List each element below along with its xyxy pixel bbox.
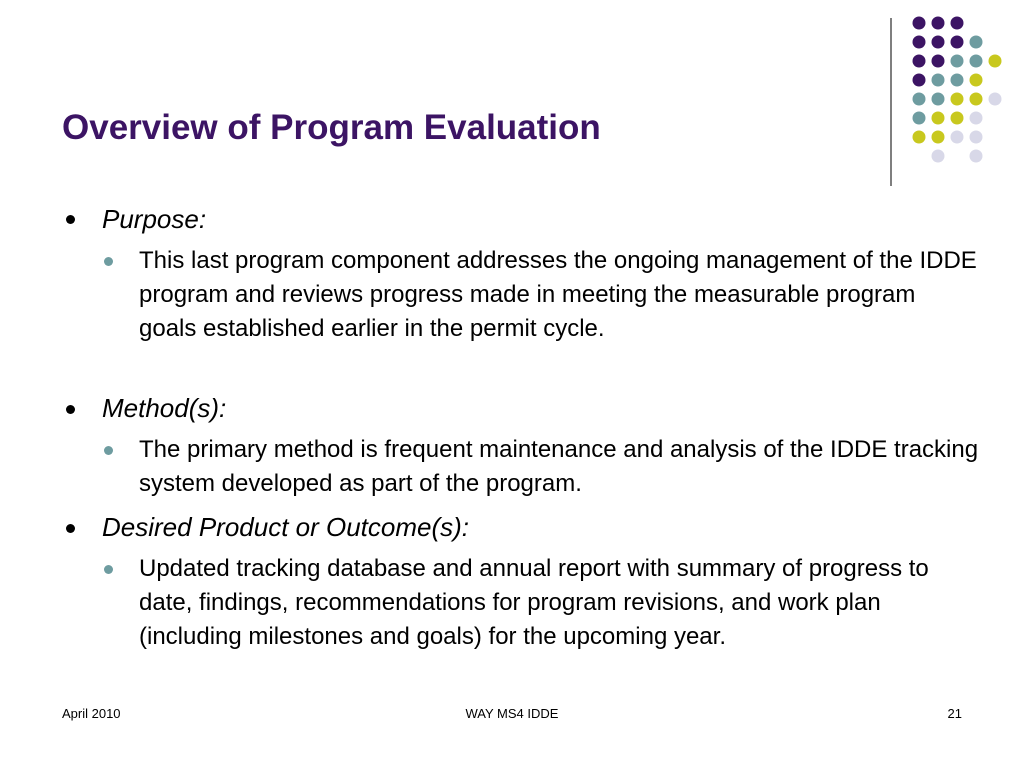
section-heading-outcomes: Desired Product or Outcome(s): <box>102 512 470 542</box>
sub-bullet-dot-3 <box>104 565 113 574</box>
sub-bullet-dot-2 <box>104 446 113 455</box>
bullet-dot-purpose <box>66 215 75 224</box>
sub-bullet-dot-1 <box>104 257 113 266</box>
footer-title: WAY MS4 IDDE <box>465 706 559 721</box>
section-heading-methods: Method(s): <box>102 393 227 423</box>
bullet-text-purpose: This last program component addresses the ongoing management of the IDDE program and reviews progress made in meeting the measurable program goals established earlier in the permit cycle. <box>139 247 977 342</box>
slide-title: Overview of Program Evaluation <box>62 108 601 147</box>
footer-page-number: 21 <box>947 706 962 721</box>
bullet-dot-outcomes <box>66 524 75 533</box>
bullet-text-outcomes: Updated tracking database and annual report with summary of progress to date, findings, recommendations for program revisions, and work plan (including milestones and goals) for the upcoming year. <box>139 555 929 650</box>
footer-date: April 2010 <box>62 706 121 721</box>
bullet-text-methods: The primary method is frequent maintenance and analysis of the IDDE tracking system developed as part of the program. <box>139 436 979 497</box>
bullet-dot-methods <box>66 405 75 414</box>
section-heading-purpose: Purpose: <box>102 204 207 234</box>
